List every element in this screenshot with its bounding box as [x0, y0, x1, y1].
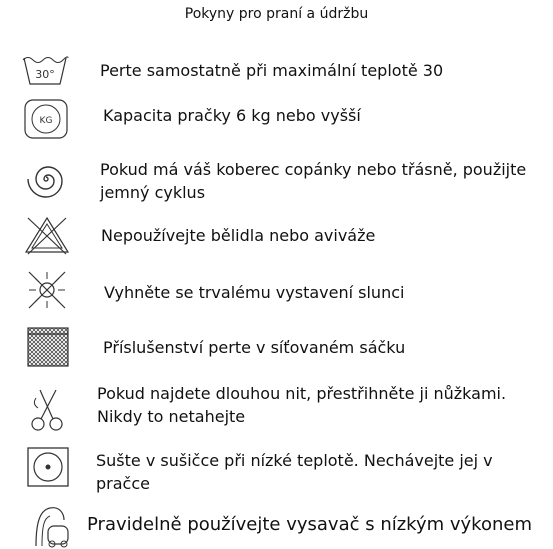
page-title: Pokyny pro praní a údržbu	[184, 6, 369, 22]
care-item-text: Pokud najdete dlouhou nit, přestřihněte ji nůžkami. Nikdy to netahejte	[97, 384, 507, 426]
wash-30-icon	[20, 52, 70, 88]
svg-text:30°: 30°	[35, 68, 55, 81]
care-item-text: Příslušenství perte v síťovaném sáčku	[103, 338, 406, 357]
care-item-text: Nepoužívejte bělidla nebo aviváže	[101, 226, 376, 245]
care-item-text: Sušte v sušičce při nízké teplotě. Nechávejte jej v pračce	[96, 451, 493, 493]
no-bleach-icon	[22, 214, 72, 256]
mesh-bag-icon	[26, 326, 70, 368]
care-item-text: Vyhněte se trvalému vystavení slunci	[104, 283, 405, 302]
no-sunlight-icon	[25, 268, 69, 312]
care-item-text: Perte samostatně při maximální teplotě 30	[100, 61, 444, 80]
care-item-text: Pokud má váš koberec copánky nebo třásně, použijte jemný cyklus	[100, 160, 527, 202]
care-item-text: Kapacita pračky 6 kg nebo vyšší	[103, 106, 361, 125]
care-item-text: Pravidelně používejte vysavač s nízkým výkonem	[87, 514, 532, 535]
spiral-gentle-cycle-icon	[23, 156, 69, 202]
scissors-icon	[28, 384, 68, 432]
weight-kg-icon	[23, 98, 69, 140]
tumble-dry-low-icon	[26, 446, 70, 488]
vacuum-cleaner-icon	[26, 502, 72, 548]
svg-text:KG: KG	[39, 116, 53, 126]
